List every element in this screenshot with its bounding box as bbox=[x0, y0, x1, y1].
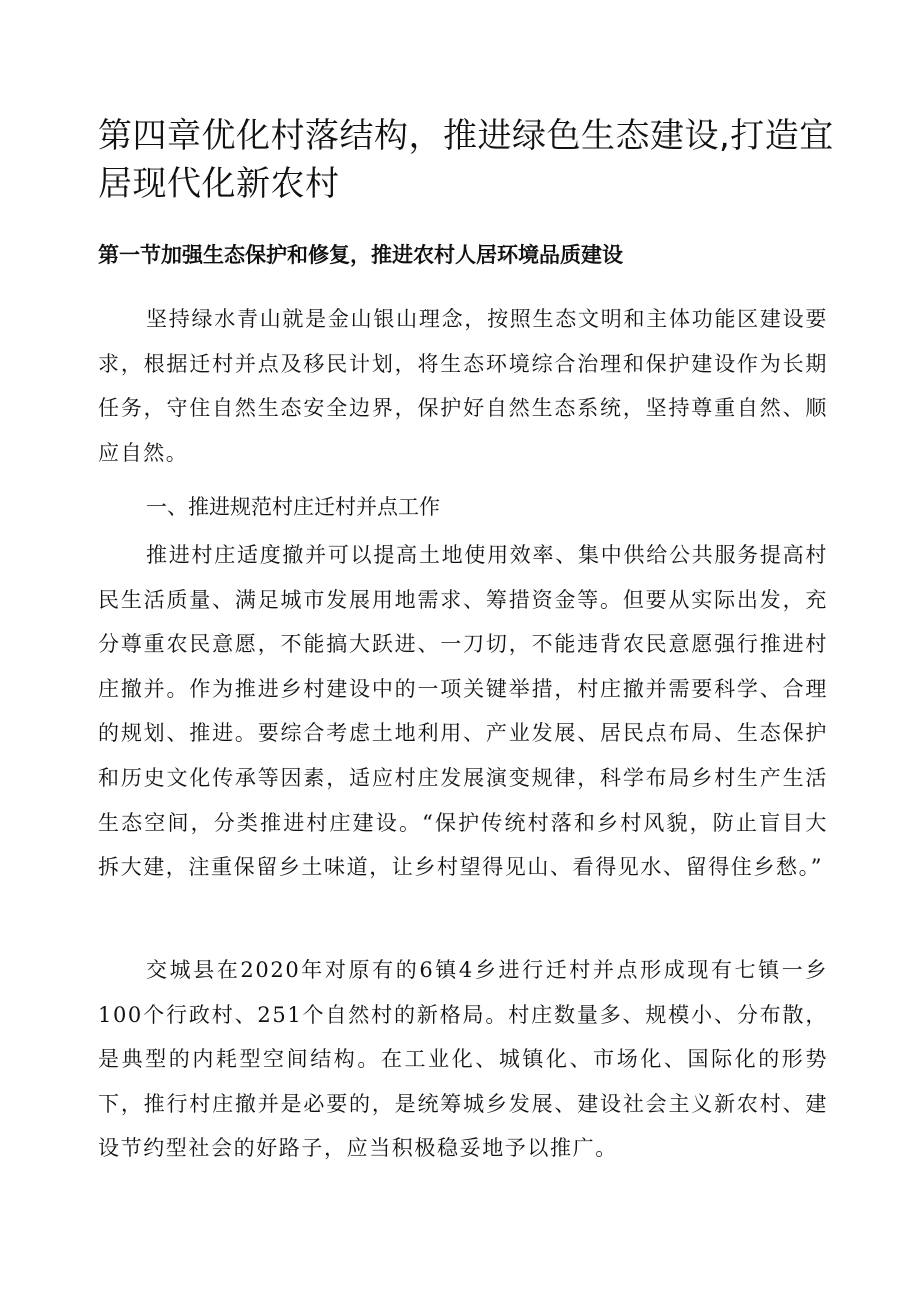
section-title: 第一节加强生态保护和修复，推进农村人居环境品质建设 bbox=[98, 243, 623, 267]
paragraph-ecology-principle: 坚持绿水青山就是金山银山理念，按照生态文明和主体功能区建设要求，根据迁村并点及移民计划，将生态环境综合治理和保护建设作为长期任务，守住自然生态安全边界，保护好自然生态系统，坚持尊重自然、顺应自然。 bbox=[98, 307, 828, 465]
sub-heading-village-merge: 一、推进规范村庄迁村并点工作 bbox=[146, 495, 440, 519]
paragraph-jiaocheng-county: 交城县在2020年对原有的6镇4乡进行迁村并点形成现有七镇一乡100个行政村、251个自然村的新格局。村庄数量多、规模小、分布散，是典型的内耗型空间结构。在工业化、城镇化、市场化、国际化的形势下，推行村庄撤并是必要的，是统筹城乡发展、建设社会主义新农村、建设节约型社会的好路子，应当积极稳妥地予以推广。 bbox=[98, 958, 828, 1161]
paragraph-village-merge-policy: 推进村庄适度撤并可以提高土地使用效率、集中供给公共服务提高村民生活质量、满足城市发展用地需求、筹措资金等。但要从实际出发，充分尊重农民意愿，不能搞大跃进、一刀切，不能违背农民意愿强行推进村庄撤并。作为推进乡村建设中的一项关键举措，村庄撤并需要科学、合理的规划、推进。要综合考虑土地利用、产业发展、居民点布局、生态保护和历史文化传承等因素，适应村庄发展演变规律，科学布局乡村生产生活生态空间，分类推进村庄建设。“保护传统村落和乡村风貌，防止盲目大拆大建，注重保留乡土味道，让乡村望得见山、看得见水、留得住乡愁。” bbox=[98, 543, 828, 880]
chapter-title: 第四章优化村落结构，推进绿色生态建设,打造宜居现代化新农村 bbox=[98, 116, 834, 204]
